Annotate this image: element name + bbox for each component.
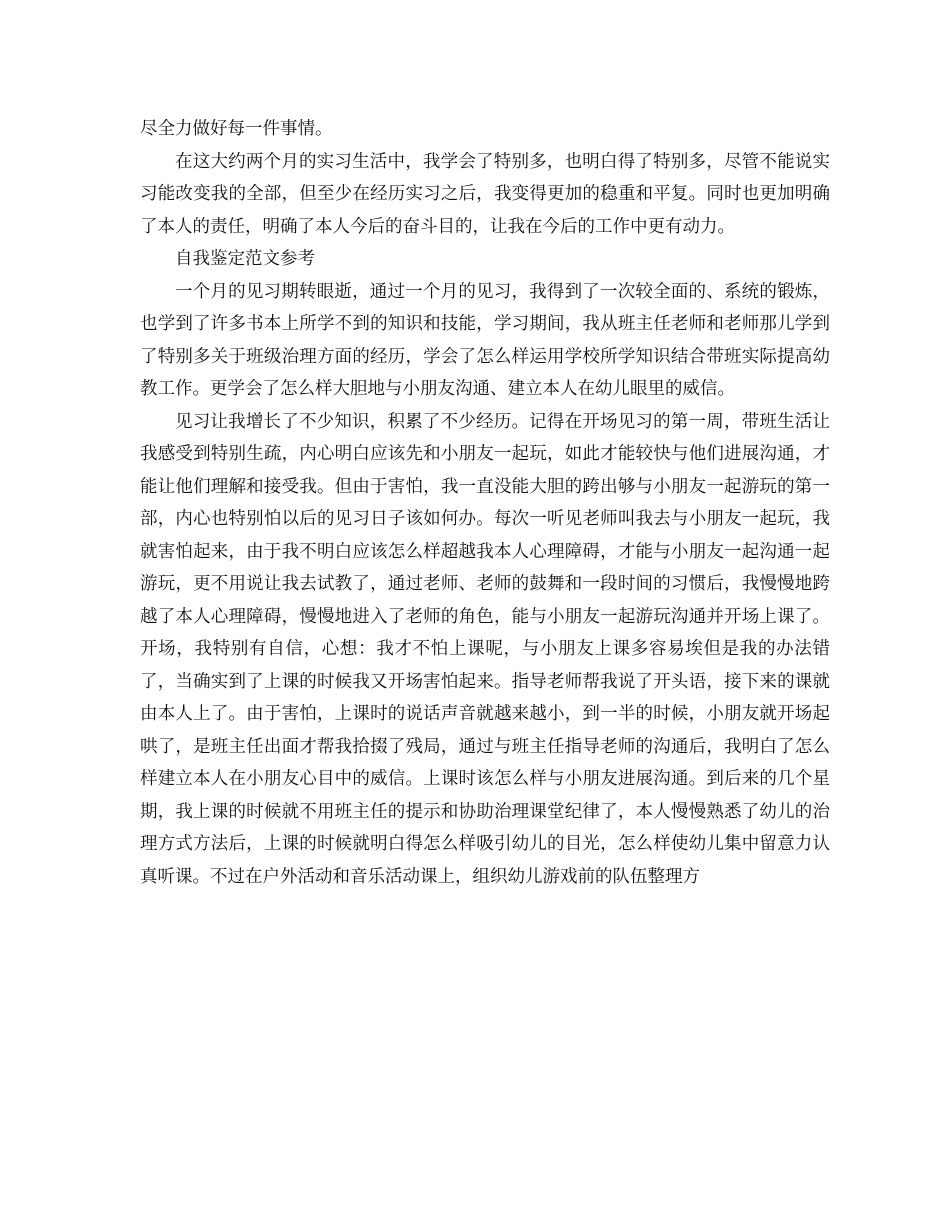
paragraph-internship-summary: 在这大约两个月的实习生活中，我学会了特别多，也明白得了特别多，尽管不能说实习能改变我的全部，但至少在经历实习之后，我变得更加的稳重和平复。同时也更加明确了本人的责任，明确了本人今后的奋斗目的，让我在今后的工作中更有动力。: [140, 151, 830, 237]
paragraph-month-practice: 一个月的见习期转眼逝，通过一个月的见习，我得到了一次较全面的、系统的锻炼，也学到了许多书本上所学不到的知识和技能，学习期间，我从班主任老师和老师那儿学到了特别多关于班级治理方面的经历，学会了怎么样运用学校所学知识结合带班实际提高幼教工作。更学会了怎么样大胆地与小朋友沟通、建立本人在幼儿眼里的威信。: [140, 281, 830, 399]
paragraph-continuation: 尽全力做好每一件事情。: [140, 119, 333, 139]
document-body: [140, 113, 830, 893]
paragraph-experience: 见习让我增长了不少知识，积累了不少经历。记得在开场见习的第一周，带班生活让我感受到特别生疏，内心明白应该先和小朋友一起玩，如此才能较快与他们进展沟通，才能让他们理解和接受我。但由于害怕，我一直没能大胆的跨出够与小朋友一起游玩的第一部，内心也特别怕以后的见习日子该如何办。每次一听见老师叫我去与小朋友一起玩，我就害怕起来，由于我不明白应该怎么样超越我本人心理障碍，才能与小朋友一起沟通一起游玩，更不用说让我去试教了，通过老师、老师的鼓舞和一段时间的习惯后，我慢慢地跨越了本人心理障碍，慢慢地进入了老师的角色，能与小朋友一起游玩沟通并开场上课了。开场，我特别有自信，心想：我才不怕上课呢，与小朋友上课多容易埃但是我的办法错了，当确实到了上课的时候我又开场害怕起来。指导老师帮我说了开头语，接下来的课就由本人上了。由于害怕，上课时的说话声音就越来越小，到一半的时候，小朋友就开场起哄了，是班主任出面才帮我拾掇了残局，通过与班主任指导老师的沟通后，我明白了怎么样建立本人在小朋友心目中的威信。上课时该怎么样与小朋友进展沟通。到后来的几个星期，我上课的时候就不用班主任的提示和协助治理课堂纪律了，本人慢慢熟悉了幼儿的治理方式方法后，上课的时候就明白得怎么样吸引幼儿的目光，怎么样使幼儿集中留意力认真听课。不过在户外活动和音乐活动课上，组织幼儿游戏前的队伍整理方: [140, 411, 830, 887]
section-heading: 自我鉴定范文参考: [175, 249, 315, 269]
